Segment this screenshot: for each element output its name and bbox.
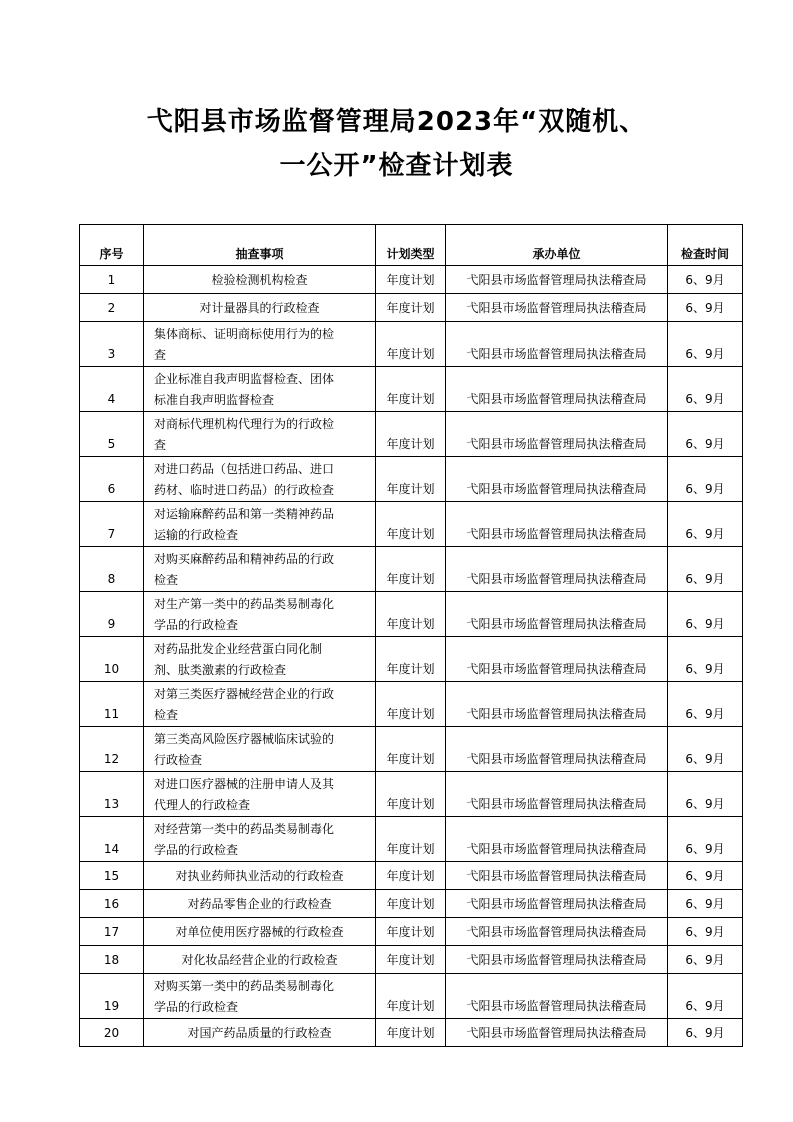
row-plan-type: 年度计划 (376, 974, 446, 1019)
row-item-line: 对购买麻醉药品和精神药品的行政 (154, 552, 335, 566)
row-unit: 弋阳县市场监督管理局执法稽查局 (446, 946, 668, 974)
row-unit: 弋阳县市场监督管理局执法稽查局 (446, 502, 668, 547)
row-item-line: 对进口医疗器械的注册申请人及其 (154, 777, 335, 791)
row-index: 11 (80, 682, 144, 727)
row-item-line: 运输的行政检查 (154, 528, 239, 542)
row-unit: 弋阳县市场监督管理局执法稽查局 (446, 727, 668, 772)
row-item (144, 367, 376, 412)
row-plan-type: 年度计划 (376, 862, 446, 890)
header-unit: 承办单位 (446, 225, 668, 266)
table-row (80, 890, 743, 918)
table-header-row (80, 225, 743, 266)
row-plan-type: 年度计划 (376, 322, 446, 367)
row-item-line: 企业标准自我声明监督检查、团体 (154, 372, 335, 386)
row-unit: 弋阳县市场监督管理局执法稽查局 (446, 367, 668, 412)
row-time: 6、9月 (668, 502, 743, 547)
row-plan-type: 年度计划 (376, 412, 446, 457)
row-time: 6、9月 (668, 457, 743, 502)
row-item-line: 对购买第一类中的药品类易制毒化 (154, 979, 335, 993)
row-item (144, 412, 376, 457)
row-time: 6、9月 (668, 637, 743, 682)
header-item: 抽查事项 (144, 225, 376, 266)
row-time: 6、9月 (668, 322, 743, 367)
row-item-line: 第三类高风险医疗器械临床试验的 (154, 732, 335, 746)
row-unit: 弋阳县市场监督管理局执法稽查局 (446, 890, 668, 918)
row-index: 2 (80, 294, 144, 322)
row-item-line: 对计量器具的行政检查 (199, 300, 320, 315)
row-time: 6、9月 (668, 547, 743, 592)
row-time: 6、9月 (668, 266, 743, 294)
row-item-line: 对进口药品（包括进口药品、进口 (154, 462, 335, 476)
row-index: 8 (80, 547, 144, 592)
table-row (80, 412, 743, 457)
table-row (80, 946, 743, 974)
page-title-line1: 弋阳县市场监督管理局2023年“双随机、 (146, 107, 647, 137)
row-index: 17 (80, 918, 144, 946)
table-row (80, 502, 743, 547)
table-row (80, 918, 743, 946)
row-item-line: 检查 (154, 708, 179, 722)
row-plan-type: 年度计划 (376, 502, 446, 547)
table-row (80, 974, 743, 1019)
header-plan-type: 计划类型 (376, 225, 446, 266)
row-plan-type: 年度计划 (376, 547, 446, 592)
row-index: 6 (80, 457, 144, 502)
row-item-line: 对商标代理机构代理行为的行政检 (154, 417, 335, 431)
row-item-line: 对化妆品经营企业的行政检查 (181, 952, 338, 967)
row-plan-type: 年度计划 (376, 457, 446, 502)
row-time: 6、9月 (668, 294, 743, 322)
row-time: 6、9月 (668, 682, 743, 727)
table-row (80, 772, 743, 817)
row-time: 6、9月 (668, 367, 743, 412)
row-item (144, 727, 376, 772)
row-item-line: 对国产药品质量的行政检查 (187, 1025, 332, 1040)
row-item (144, 637, 376, 682)
row-unit: 弋阳县市场监督管理局执法稽查局 (446, 817, 668, 862)
row-time: 6、9月 (668, 772, 743, 817)
row-plan-type: 年度计划 (376, 890, 446, 918)
row-index: 10 (80, 637, 144, 682)
row-index: 4 (80, 367, 144, 412)
row-item (144, 946, 376, 974)
row-item-line: 代理人的行政检查 (154, 798, 251, 812)
row-index: 5 (80, 412, 144, 457)
row-item (144, 682, 376, 727)
row-unit: 弋阳县市场监督管理局执法稽查局 (446, 322, 668, 367)
row-time: 6、9月 (668, 890, 743, 918)
row-item-line: 查 (154, 438, 167, 452)
row-item (144, 547, 376, 592)
row-item (144, 592, 376, 637)
row-unit: 弋阳县市场监督管理局执法稽查局 (446, 637, 668, 682)
row-index: 1 (80, 266, 144, 294)
row-item-line: 对药品零售企业的行政检查 (187, 896, 332, 911)
row-unit: 弋阳县市场监督管理局执法稽查局 (446, 918, 668, 946)
row-item-line: 检验检测机构检查 (211, 272, 308, 287)
table-row (80, 637, 743, 682)
row-item-line: 对单位使用医疗器械的行政检查 (175, 924, 344, 939)
row-time: 6、9月 (668, 918, 743, 946)
header-time: 检查时间 (668, 225, 743, 266)
row-time: 6、9月 (668, 412, 743, 457)
row-plan-type: 年度计划 (376, 918, 446, 946)
row-item-line: 对生产第一类中的药品类易制毒化 (154, 597, 335, 611)
row-plan-type: 年度计划 (376, 294, 446, 322)
row-unit: 弋阳县市场监督管理局执法稽查局 (446, 457, 668, 502)
table-row (80, 367, 743, 412)
table-row (80, 457, 743, 502)
row-plan-type: 年度计划 (376, 946, 446, 974)
row-item (144, 266, 376, 294)
row-unit: 弋阳县市场监督管理局执法稽查局 (446, 412, 668, 457)
row-time: 6、9月 (668, 1019, 743, 1047)
row-time: 6、9月 (668, 817, 743, 862)
row-item (144, 817, 376, 862)
row-plan-type: 年度计划 (376, 1019, 446, 1047)
table-row (80, 1019, 743, 1047)
row-item (144, 974, 376, 1019)
page-title-line2: 一公开”检查计划表 (279, 151, 514, 181)
row-item-line: 剂、肽类激素的行政检查 (154, 663, 287, 677)
row-plan-type: 年度计划 (376, 367, 446, 412)
row-time: 6、9月 (668, 974, 743, 1019)
header-index: 序号 (80, 225, 144, 266)
row-index: 9 (80, 592, 144, 637)
row-item-line: 对经营第一类中的药品类易制毒化 (154, 822, 335, 836)
row-unit: 弋阳县市场监督管理局执法稽查局 (446, 1019, 668, 1047)
row-item-line: 集体商标、证明商标使用行为的检 (154, 327, 335, 341)
row-item (144, 918, 376, 946)
table-row (80, 322, 743, 367)
table-row (80, 727, 743, 772)
row-item-line: 对药品批发企业经营蛋白同化制 (154, 642, 323, 656)
row-plan-type: 年度计划 (376, 592, 446, 637)
row-unit: 弋阳县市场监督管理局执法稽查局 (446, 266, 668, 294)
row-index: 12 (80, 727, 144, 772)
row-plan-type: 年度计划 (376, 727, 446, 772)
row-item (144, 772, 376, 817)
row-plan-type: 年度计划 (376, 772, 446, 817)
table-row (80, 682, 743, 727)
row-item-line: 标准自我声明监督检查 (154, 393, 275, 407)
row-item (144, 294, 376, 322)
row-item-line: 对第三类医疗器械经营企业的行政 (154, 687, 335, 701)
inspection-plan-table (79, 224, 743, 1047)
row-unit: 弋阳县市场监督管理局执法稽查局 (446, 592, 668, 637)
row-unit: 弋阳县市场监督管理局执法稽查局 (446, 682, 668, 727)
row-item (144, 862, 376, 890)
row-time: 6、9月 (668, 946, 743, 974)
row-index: 14 (80, 817, 144, 862)
row-item (144, 322, 376, 367)
row-item-line: 对运输麻醉药品和第一类精神药品 (154, 507, 335, 521)
row-index: 15 (80, 862, 144, 890)
row-plan-type: 年度计划 (376, 682, 446, 727)
row-item-line: 行政检查 (154, 753, 203, 767)
row-item-line: 学品的行政检查 (154, 1000, 239, 1014)
row-plan-type: 年度计划 (376, 266, 446, 294)
row-item-line: 查 (154, 348, 167, 362)
table-row (80, 817, 743, 862)
row-unit: 弋阳县市场监督管理局执法稽查局 (446, 294, 668, 322)
row-item (144, 502, 376, 547)
row-unit: 弋阳县市场监督管理局执法稽查局 (446, 772, 668, 817)
row-unit: 弋阳县市场监督管理局执法稽查局 (446, 547, 668, 592)
row-time: 6、9月 (668, 862, 743, 890)
table-row (80, 294, 743, 322)
row-item-line: 药材、临时进口药品）的行政检查 (154, 483, 335, 497)
row-item (144, 457, 376, 502)
table-row (80, 547, 743, 592)
row-item-line: 对执业药师执业活动的行政检查 (175, 868, 344, 883)
row-item-line: 学品的行政检查 (154, 843, 239, 857)
row-unit: 弋阳县市场监督管理局执法稽查局 (446, 862, 668, 890)
row-index: 18 (80, 946, 144, 974)
table-row (80, 862, 743, 890)
row-index: 7 (80, 502, 144, 547)
row-index: 13 (80, 772, 144, 817)
table-row (80, 266, 743, 294)
row-item-line: 学品的行政检查 (154, 618, 239, 632)
row-item-line: 检查 (154, 573, 179, 587)
row-index: 16 (80, 890, 144, 918)
row-time: 6、9月 (668, 727, 743, 772)
row-index: 3 (80, 322, 144, 367)
row-plan-type: 年度计划 (376, 637, 446, 682)
row-item (144, 890, 376, 918)
row-index: 19 (80, 974, 144, 1019)
row-time: 6、9月 (668, 592, 743, 637)
row-index: 20 (80, 1019, 144, 1047)
row-item (144, 1019, 376, 1047)
row-unit: 弋阳县市场监督管理局执法稽查局 (446, 974, 668, 1019)
table-row (80, 592, 743, 637)
row-plan-type: 年度计划 (376, 817, 446, 862)
